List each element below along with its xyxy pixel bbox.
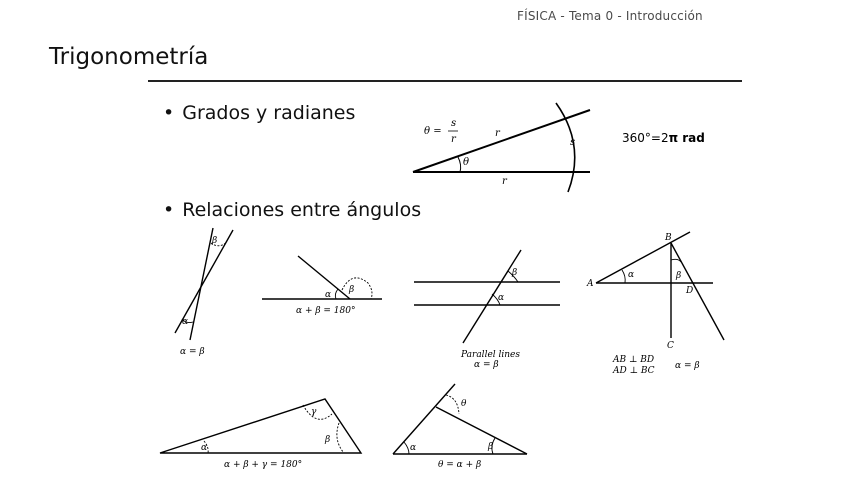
label-theta: θ	[463, 157, 470, 168]
formula-numerator: s	[451, 118, 457, 129]
caption: α = β	[180, 347, 205, 357]
perpendicular-angles-diagram	[586, 232, 724, 376]
line-2	[190, 228, 213, 340]
triangle-sum-diagram	[160, 399, 361, 470]
bullet-dot: •	[163, 199, 175, 221]
alpha-arc	[622, 270, 625, 283]
side-right	[436, 407, 527, 454]
caption-equal: α = β	[675, 361, 700, 371]
line-bd	[671, 243, 724, 340]
label-A: A	[587, 279, 594, 289]
alpha-arc	[335, 289, 338, 299]
triangle	[160, 399, 361, 453]
transversal	[463, 250, 521, 343]
alpha-arc	[404, 442, 409, 454]
label-beta: β	[349, 285, 355, 295]
caption-ab-bd: AB ⊥ BD	[613, 355, 655, 365]
label-s: s	[570, 137, 576, 148]
slide-title: Trigonometría	[49, 44, 209, 70]
label-alpha: α	[325, 290, 332, 300]
label-r-top: r	[495, 128, 500, 139]
label-beta: β	[325, 435, 331, 445]
label-C: C	[667, 341, 674, 351]
formula-denominator: r	[451, 134, 456, 145]
parallel-lines-diagram	[414, 250, 560, 370]
theta-arc	[458, 157, 461, 172]
label-alpha: α	[410, 443, 417, 453]
bullet-text: Grados y radianes	[182, 102, 356, 124]
radian-diagram	[413, 103, 590, 192]
bullet-dot: •	[163, 102, 175, 124]
exterior-angle-diagram	[393, 384, 527, 470]
caption-ad-bc: AD ⊥ BC	[613, 366, 655, 376]
conversion-unit: π rad	[668, 131, 705, 145]
slanted-line	[298, 256, 350, 299]
label-B: B	[665, 233, 672, 243]
theta-arc	[446, 395, 459, 414]
vertical-angles-diagram	[175, 228, 233, 357]
radius-line-top	[413, 110, 590, 172]
caption: α + β + γ = 180°	[224, 460, 303, 470]
label-r-bottom: r	[502, 176, 507, 187]
conversion-value: 360°=2	[622, 131, 669, 145]
formula-lhs: θ =	[424, 126, 442, 137]
gamma-arc	[303, 405, 332, 419]
label-D: D	[686, 286, 694, 296]
label-alpha: α	[498, 293, 505, 303]
label-alpha: α	[628, 270, 635, 280]
label-alpha: α	[201, 443, 208, 453]
caption-equal: α = β	[474, 360, 499, 370]
beta-arc	[337, 423, 344, 453]
label-beta: β	[488, 442, 494, 452]
label-alpha: α	[182, 317, 189, 327]
caption-parallel: Parallel lines	[461, 350, 521, 360]
slide-header: FÍSICA - Tema 0 - Introducción	[517, 9, 703, 23]
supplementary-angles-diagram	[262, 256, 382, 316]
label-gamma: γ	[311, 407, 317, 417]
bullet-text: Relaciones entre ángulos	[182, 199, 422, 221]
caption: α + β = 180°	[296, 306, 356, 316]
side-left	[393, 384, 455, 454]
label-theta: θ	[461, 399, 467, 409]
label-beta: β	[676, 271, 682, 281]
caption: θ = α + β	[438, 460, 482, 470]
label-beta: β	[212, 236, 218, 246]
label-beta: β	[512, 268, 518, 278]
